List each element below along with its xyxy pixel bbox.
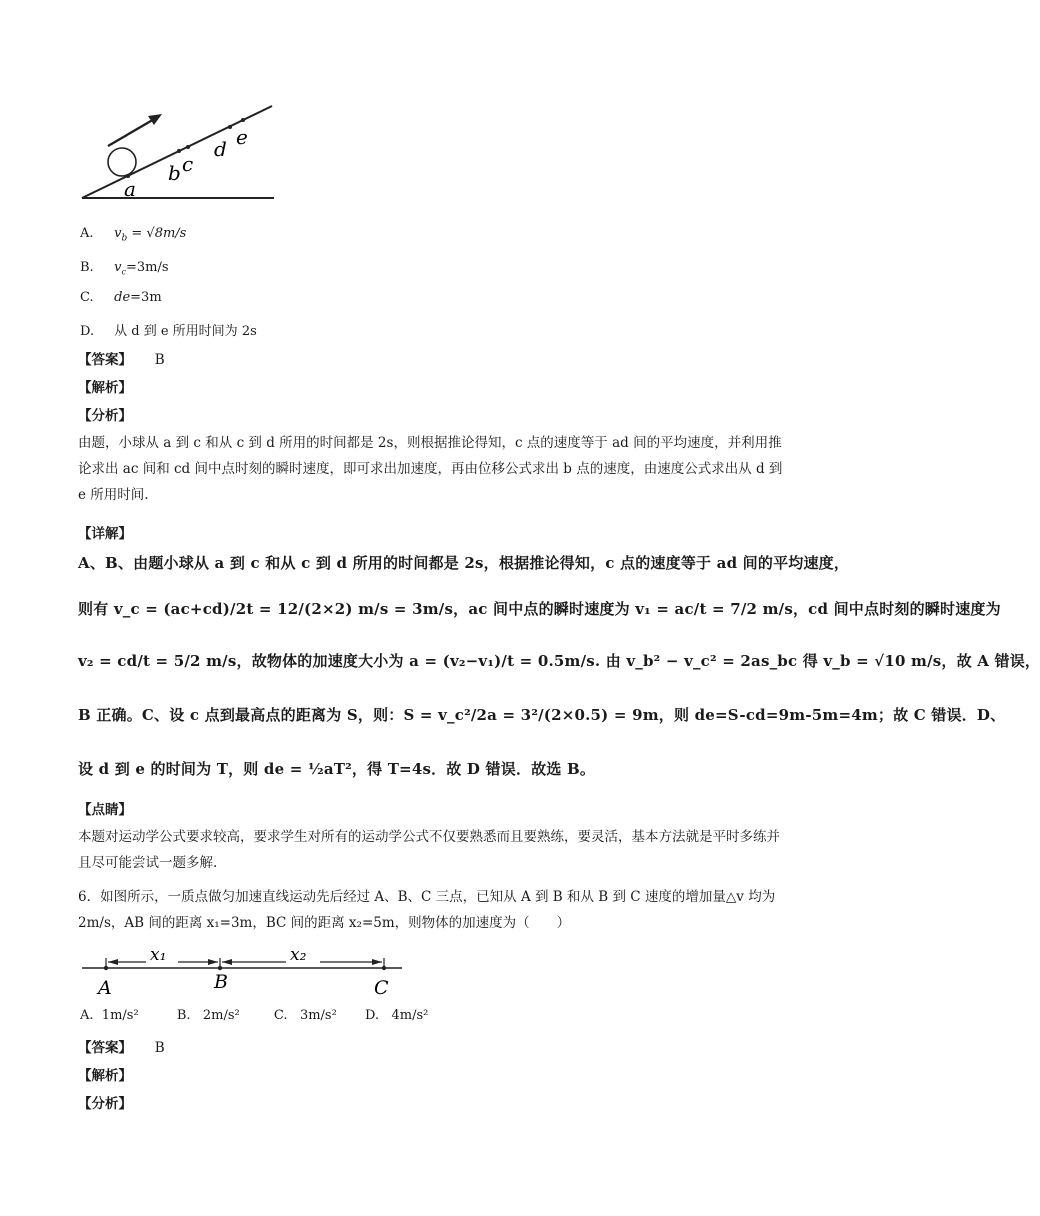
label-e: e — [236, 125, 248, 149]
xiangjie-line-2: 则有 v_c = (ac+cd)/2t = 12/(2×2) m/s = 3m/s，ac 间中点的瞬时速度为 v₁ = ac/t = 7/2 m/s，cd 间中点时刻的瞬时速度为 — [78, 600, 1001, 618]
q6-answer-label: 【答案】 B — [78, 1040, 165, 1056]
fenxi-label: 【分析】 — [78, 408, 132, 424]
abc-line-figure — [78, 940, 408, 998]
label-x2: x₂ — [290, 945, 307, 965]
xiangjie-line-1: A、B、由题小球从 a 到 c 和从 c 到 d 所用的时间都是 2s，根据推论得知，c 点的速度等于 ad 间的平均速度， — [78, 554, 850, 572]
q6-stem: 6．如图所示，一质点做匀加速直线运动先后经过 A、B、C 三点，已知从 A 到 B 和从 B 到 C 速度的增加量△v 均为 2m/s，AB 间的距离 x₁=3m，BC 间的距离 x₂=5m，则物体的加速度为（ ） — [78, 889, 776, 931]
jiexi-label: 【解析】 — [78, 380, 132, 396]
answer-label: 【答案】 B — [78, 352, 165, 368]
label-C: C — [374, 977, 389, 999]
q6-options — [80, 1008, 428, 1023]
incline-figure — [78, 98, 278, 204]
q6-option-a: A. 1m/s² — [80, 1008, 139, 1023]
dianjing-text: 本题对运动学公式要求较高，要求学生对所有的运动学公式不仅要熟悉而且要熟练，要灵活，基本方法就是平时多练并且尽可能尝试一题多解. — [78, 829, 780, 871]
option-c: C. de=3m — [80, 290, 162, 305]
option-a: A. $v_b = √8m/s$ — [80, 226, 187, 244]
q6-option-b: B. 2m/s² — [176, 1008, 240, 1023]
option-d: D. 从 d 到 e 所用时间为 2s — [80, 324, 257, 339]
dianjing-label: 【点睛】 — [78, 802, 132, 818]
label-B: B — [214, 971, 228, 993]
q6-option-d: D. 4m/s² — [364, 1008, 429, 1023]
label-x1: x₁ — [150, 945, 167, 965]
q6-option-c: C. 3m/s² — [273, 1008, 337, 1023]
xiangjie-line-5: 设 d 到 e 的时间为 T，则 de = ½aT²，得 T=4s．故 D 错误．故选 B。 — [78, 760, 596, 778]
label-a: a — [124, 177, 136, 201]
label-A: A — [98, 977, 112, 999]
q6-jiexi-label: 【解析】 — [78, 1068, 132, 1084]
q6-fenxi-label: 【分析】 — [78, 1096, 132, 1112]
label-c: c — [182, 152, 194, 176]
xiangjie-label: 【详解】 — [78, 526, 132, 542]
xiangjie-line-4: B 正确。C、设 c 点到最高点的距离为 S，则：S = v_c²/2a = 3²/(2×0.5) = 9m，则 de=S-cd=9m-5m=4m；故 C 错误．D、 — [78, 706, 1006, 724]
label-b: b — [168, 161, 181, 185]
fenxi-text: 由题，小球从 a 到 c 和从 c 到 d 所用的时间都是 2s，则根据推论得知，c 点的速度等于 ad 间的平均速度，并利用推论求出 ac 间和 cd 间中点时刻的瞬时速度，即可求出加速度，再由位移公式求出 b 点的速度，由速度公式求出从 d 到 e 所用时间. — [78, 435, 783, 503]
label-d: d — [214, 137, 227, 161]
xiangjie-line-3: v₂ = cd/t = 5/2 m/s，故物体的加速度大小为 a = (v₂−v₁)/t = 0.5m/s. 由 v_b² − v_c² = 2as_bc 得 v_b = √10 m/s，故 A 错误， — [78, 652, 1040, 670]
option-b: B. $v_c=3m/s$ — [80, 260, 169, 277]
